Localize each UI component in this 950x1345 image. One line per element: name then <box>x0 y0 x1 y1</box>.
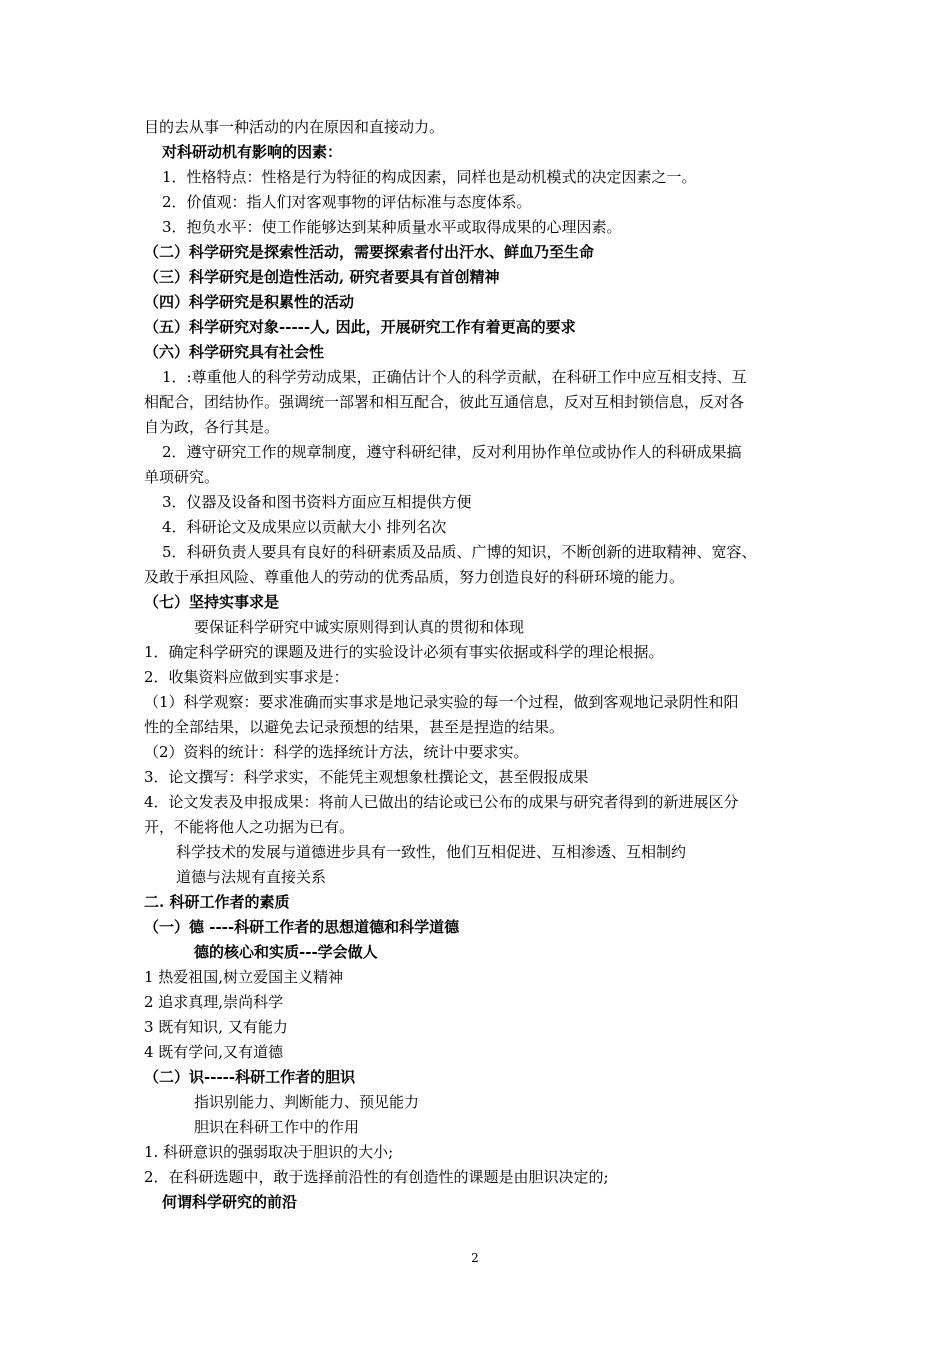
section-heading: （五）科学研究对象-----人, 因此，开展研究工作有着更高的要求 <box>144 318 576 336</box>
text-line: 要保证科学研究中诚实原则得到认真的贯彻和体现 <box>194 618 525 636</box>
text-line: 道德与法规有直接关系 <box>176 868 327 886</box>
page-number: 2 <box>471 1251 479 1265</box>
text-line: 指识别能力、判断能力、预见能力 <box>194 1093 420 1111</box>
list-item: 4．论文发表及申报成果：将前人已做出的结论或已公布的成果与研究者得到的新进展区分 <box>144 793 739 811</box>
list-item: 3．仪器及设备和图书资料方面应互相提供方便 <box>162 493 472 511</box>
text-line: 单项研究。 <box>144 468 220 486</box>
list-item: 2．收集资料应做到实事求是： <box>144 668 349 686</box>
list-item: 2．价值观：指人们对客观事物的评估标准与态度体系。 <box>162 193 532 211</box>
subheading: 德的核心和实质---学会做人 <box>194 943 378 961</box>
text-line: 相配合，团结协作。强调统一部署和相互配合，彼此互通信息，反对互相封锁信息，反对各 <box>144 393 745 411</box>
list-item: （1）科学观察：要求准确而实事求是地记录实验的每一个过程，做到客观地记录阴性和阳 <box>144 693 739 711</box>
subheading: 何谓科学研究的前沿 <box>162 1193 298 1211</box>
text-line: 胆识在科研工作中的作用 <box>194 1118 360 1136</box>
text-line: 科学技术的发展与道德进步具有一致性，他们互相促进、互相渗透、互相制约 <box>176 843 687 861</box>
list-item: 1. 科研意识的强弱取决于胆识的大小; <box>144 1143 394 1161</box>
section-heading: （三）科学研究是创造性活动, 研究者要具有首创精神 <box>144 268 500 286</box>
text-line: 开，不能将他人之功据为已有。 <box>144 818 355 836</box>
list-item: 4．科研论文及成果应以贡献大小 排列名次 <box>162 518 447 536</box>
text-line: 及敢于承担风险、尊重他人的劳动的优秀品质，努力创造良好的科研环境的能力。 <box>144 568 685 586</box>
list-item: （2）资料的统计：科学的选择统计方法，统计中要求实。 <box>144 743 529 761</box>
list-item: 2．遵守研究工作的规章制度，遵守科研纪律，反对利用协作单位或协作人的科研成果搞 <box>162 443 742 461</box>
list-item: 1 热爱祖国,树立爱国主义精神 <box>144 968 344 986</box>
section-heading: （一）德 ----科研工作者的思想道德和科学道德 <box>144 918 460 936</box>
list-item: 2．在科研选题中，敢于选择前沿性的有创造性的课题是由胆识决定的; <box>144 1168 609 1186</box>
list-item: 5．科研负责人要具有良好的科研素质及品质、广博的知识，不断创新的进取精神、宽容、 <box>162 543 757 561</box>
list-item: 4 既有学问,又有道德 <box>144 1043 284 1061</box>
subheading: 对科研动机有影响的因素： <box>162 143 343 161</box>
section-heading: （六）科学研究具有社会性 <box>144 343 325 361</box>
list-item: 1．性格特点：性格是行为特征的构成因素，同样也是动机模式的决定因素之一。 <box>162 168 697 186</box>
list-item: 3 既有知识, 又有能力 <box>144 1018 288 1036</box>
section-heading: （二）识-----科研工作者的胆识 <box>144 1068 356 1086</box>
text-line: 性的全部结果，以避免去记录预想的结果，甚至是捏造的结果。 <box>144 718 565 736</box>
section-heading: 二. 科研工作者的素质 <box>144 893 290 911</box>
list-item: 2 追求真理,崇尚科学 <box>144 993 284 1011</box>
list-item: 3．抱负水平：使工作能够达到某种质量水平或取得成果的心理因素。 <box>162 218 622 236</box>
list-item: 1．确定科学研究的课题及进行的实验设计必须有事实依据或科学的理论根据。 <box>144 643 664 661</box>
text-line: 目的去从事一种活动的内在原因和直接动力。 <box>144 118 445 136</box>
section-heading: （四）科学研究是积累性的活动 <box>144 293 355 311</box>
section-heading: （七）坚持实事求是 <box>144 593 280 611</box>
list-item: 3．论文撰写：科学求实，不能凭主观想象杜撰论文，甚至假报成果 <box>144 768 589 786</box>
list-item: 1．:尊重他人的科学劳动成果，正确估计个人的科学贡献，在科研工作中应互相支持、互 <box>162 368 747 386</box>
section-heading: （二）科学研究是探索性活动，需要探索者付出汗水、鲜血乃至生命 <box>144 243 595 261</box>
text-line: 自为政，各行其是。 <box>144 418 280 436</box>
